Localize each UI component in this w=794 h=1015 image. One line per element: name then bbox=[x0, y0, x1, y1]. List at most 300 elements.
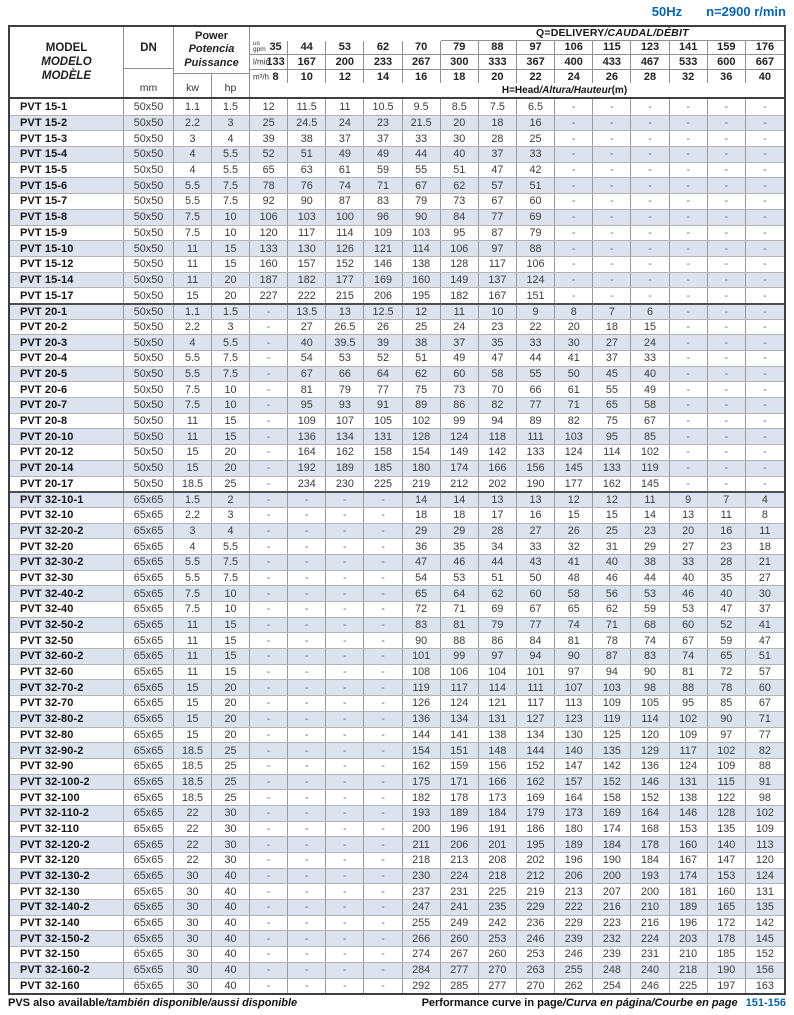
head-value-cell: 292 bbox=[403, 979, 441, 994]
unit-label: m³/h bbox=[253, 72, 269, 82]
head-value-cell: 47 bbox=[479, 163, 517, 178]
head-value-cell: 219 bbox=[403, 477, 441, 492]
head-value-cell: 141 bbox=[441, 728, 479, 743]
head-value-cell: - bbox=[326, 728, 364, 743]
head-value-cell: 18 bbox=[758, 540, 771, 553]
dn-cell: 65x65 bbox=[124, 806, 174, 821]
head-value-cell: 157 bbox=[555, 775, 593, 790]
kw-cell: 3 bbox=[174, 131, 212, 146]
head-value-cell: 64 bbox=[364, 367, 402, 382]
head-value-cell: - bbox=[631, 131, 669, 146]
q-value-cell: 400 bbox=[555, 55, 593, 69]
hp-cell: 5.5 bbox=[212, 335, 250, 350]
head-value-cell: - bbox=[708, 398, 746, 413]
kw-cell: 4 bbox=[174, 163, 212, 178]
head-value-cell: 70 bbox=[479, 382, 517, 397]
head-value-cell: 134 bbox=[517, 728, 555, 743]
head-value-cell: - bbox=[670, 320, 708, 335]
table-row bbox=[10, 444, 784, 460]
model-name: PVT 15-6 bbox=[10, 178, 124, 193]
head-value-cell: 133 bbox=[517, 445, 555, 460]
kw-cell: 30 bbox=[174, 884, 212, 899]
model-name: PVT 20-14 bbox=[10, 461, 124, 476]
head-value-cell: 20 bbox=[555, 320, 593, 335]
head-value-cell: 88 bbox=[517, 241, 555, 256]
dn-cell: 50x50 bbox=[124, 116, 174, 131]
q-value-cell: 18 bbox=[441, 70, 479, 84]
head-value-cell: 12 bbox=[593, 493, 631, 507]
head-value-cell: - bbox=[763, 148, 767, 161]
head-value-cell: - bbox=[763, 462, 767, 475]
model-name: PVT 32-130-2 bbox=[10, 869, 124, 884]
head-value-cell: 39.5 bbox=[326, 335, 364, 350]
hp-cell: 20 bbox=[212, 445, 250, 460]
head-value-cell: 260 bbox=[441, 931, 479, 946]
head-value-cell: - bbox=[364, 947, 402, 962]
head-value-cell: - bbox=[593, 241, 631, 256]
head-value-cell: 225 bbox=[670, 979, 708, 994]
head-value-cell: - bbox=[288, 571, 326, 586]
head-value-cell: - bbox=[326, 869, 364, 884]
head-value-cell: 109 bbox=[708, 759, 746, 774]
head-value-cell: - bbox=[288, 743, 326, 758]
table-row bbox=[10, 366, 784, 382]
head-value-cell: - bbox=[250, 900, 288, 915]
dn-cell: 50x50 bbox=[124, 257, 174, 272]
hp-cell: 40 bbox=[212, 900, 250, 915]
head-value-cell: 131 bbox=[479, 712, 517, 727]
head-value-cell: - bbox=[670, 210, 708, 225]
head-value-cell: 52 bbox=[250, 147, 288, 162]
head-value-cell: - bbox=[364, 524, 402, 539]
page-reference: 151-156 bbox=[745, 997, 786, 1009]
q-value-cell: 53 bbox=[326, 41, 364, 55]
head-value-cell: 185 bbox=[708, 947, 746, 962]
head-value-cell: 28 bbox=[479, 524, 517, 539]
head-value-cell: 90 bbox=[288, 194, 326, 209]
head-value-cell: 16 bbox=[708, 524, 746, 539]
head-value-cell: 200 bbox=[403, 822, 441, 837]
head-value-cell: 94 bbox=[517, 649, 555, 664]
head-value-cell: 65 bbox=[403, 586, 441, 601]
dn-cell: 50x50 bbox=[124, 305, 174, 319]
table-row bbox=[10, 381, 784, 397]
q-value-cell: 600 bbox=[708, 55, 746, 69]
head-value-cell: 103 bbox=[555, 429, 593, 444]
kw-cell: 15 bbox=[174, 696, 212, 711]
head-value-cell: 216 bbox=[593, 900, 631, 915]
head-value-cell: 166 bbox=[479, 461, 517, 476]
head-value-cell: - bbox=[364, 900, 402, 915]
head-value-cell: 60 bbox=[441, 367, 479, 382]
head-value-cell: 28 bbox=[479, 131, 517, 146]
head-value-cell: 160 bbox=[670, 837, 708, 852]
head-value-cell: 240 bbox=[631, 963, 669, 978]
head-value-cell: 51 bbox=[517, 178, 555, 193]
head-value-cell: - bbox=[326, 696, 364, 711]
head-value-cell: - bbox=[250, 822, 288, 837]
head-value-cell: 133 bbox=[250, 241, 288, 256]
head-value-cell: - bbox=[250, 414, 288, 429]
head-value-cell: - bbox=[326, 979, 364, 994]
head-value-cell: - bbox=[670, 461, 708, 476]
head-value-cell: - bbox=[326, 916, 364, 931]
kw-cell: 15 bbox=[174, 712, 212, 727]
head-value-cell: 47 bbox=[479, 351, 517, 366]
head-value-cell: 125 bbox=[593, 728, 631, 743]
q-value-cell: 123 bbox=[631, 41, 669, 55]
hp-cell: 20 bbox=[212, 288, 250, 303]
table-row bbox=[10, 946, 784, 962]
head-value-cell: 72 bbox=[708, 665, 746, 680]
head-value-cell: - bbox=[288, 555, 326, 570]
head-value-cell: 103 bbox=[288, 210, 326, 225]
head-value-cell: 51 bbox=[479, 571, 517, 586]
head-value-cell: 223 bbox=[593, 916, 631, 931]
head-value-cell: 20 bbox=[441, 116, 479, 131]
head-value-cell: 39 bbox=[364, 335, 402, 350]
dn-cell: 50x50 bbox=[124, 477, 174, 492]
head-value-cell: 190 bbox=[517, 477, 555, 492]
head-value-cell: - bbox=[670, 99, 708, 115]
head-value-cell: - bbox=[364, 806, 402, 821]
dn-cell: 50x50 bbox=[124, 131, 174, 146]
q-value-cell: 167 bbox=[288, 55, 326, 69]
table-row bbox=[10, 695, 784, 711]
head-value-cell: 154 bbox=[403, 445, 441, 460]
hp-cell: 5.5 bbox=[212, 539, 250, 554]
head-value-cell: - bbox=[631, 257, 669, 272]
head-value-cell: 18 bbox=[593, 320, 631, 335]
model-name: PVT 20-1 bbox=[10, 305, 124, 319]
q-value-cell: 16 bbox=[403, 70, 441, 84]
head-value-cell: - bbox=[593, 116, 631, 131]
head-value-cell: 15 bbox=[593, 508, 631, 523]
head-value-cell: 230 bbox=[403, 869, 441, 884]
hp-cell: 7.5 bbox=[212, 194, 250, 209]
q-value-cell: 88 bbox=[479, 41, 517, 55]
head-value-cell: 193 bbox=[631, 869, 669, 884]
model-name: PVT 32-60-2 bbox=[10, 649, 124, 664]
q-value-cell: 22 bbox=[517, 70, 555, 84]
head-value-cell: 26 bbox=[555, 524, 593, 539]
head-value-cell: 33 bbox=[517, 539, 555, 554]
head-value-cell: - bbox=[708, 429, 746, 444]
head-value-cell: - bbox=[250, 477, 288, 492]
head-value-cell: 111 bbox=[517, 680, 555, 695]
model-name: PVT 15-9 bbox=[10, 226, 124, 241]
head-value-cell: - bbox=[288, 837, 326, 852]
head-value-cell: 90 bbox=[708, 712, 746, 727]
head-value-cell: 284 bbox=[403, 963, 441, 978]
head-value-cell: - bbox=[250, 571, 288, 586]
q-value-cell: 14 bbox=[364, 70, 402, 84]
head-value-cell: 145 bbox=[555, 461, 593, 476]
head-value-cell: - bbox=[763, 164, 767, 177]
q-value-cell: 70 bbox=[403, 41, 441, 55]
head-value-cell: - bbox=[250, 963, 288, 978]
head-value-cell: 77 bbox=[517, 618, 555, 633]
kw-cell: 15 bbox=[174, 680, 212, 695]
table-row bbox=[10, 868, 784, 884]
head-value-cell: 14 bbox=[631, 508, 669, 523]
head-value-cell: - bbox=[326, 649, 364, 664]
head-value-cell: 72 bbox=[403, 602, 441, 617]
head-value-cell: - bbox=[326, 806, 364, 821]
head-value-cell: - bbox=[250, 335, 288, 350]
head-value-cell: - bbox=[670, 305, 708, 319]
head-value-cell: - bbox=[250, 351, 288, 366]
head-value-cell: 51 bbox=[441, 163, 479, 178]
head-value-cell: 60 bbox=[517, 194, 555, 209]
head-value-cell: 11 bbox=[708, 508, 746, 523]
head-value-cell: 184 bbox=[631, 853, 669, 868]
head-value-cell: 43 bbox=[517, 555, 555, 570]
head-value-cell: 135 bbox=[755, 901, 774, 914]
head-value-cell: 197 bbox=[708, 979, 746, 994]
hp-cell: 3 bbox=[212, 508, 250, 523]
head-value-cell: 71 bbox=[555, 398, 593, 413]
head-value-cell: 65 bbox=[708, 649, 746, 664]
head-value-cell: - bbox=[250, 680, 288, 695]
q-value-cell: 141 bbox=[670, 41, 708, 55]
dn-cell: 65x65 bbox=[124, 837, 174, 852]
table-row bbox=[10, 256, 784, 272]
head-value-cell: 201 bbox=[479, 837, 517, 852]
table-row bbox=[10, 930, 784, 946]
head-value-cell: - bbox=[326, 884, 364, 899]
kw-cell: 1.5 bbox=[174, 493, 212, 507]
head-value-cell: 79 bbox=[326, 382, 364, 397]
kw-cell: 7.5 bbox=[174, 382, 212, 397]
head-value-cell: 9.5 bbox=[403, 99, 441, 115]
hp-cell: 7.5 bbox=[212, 571, 250, 586]
head-value-cell: 178 bbox=[441, 790, 479, 805]
head-value-cell: 29 bbox=[403, 524, 441, 539]
head-value-cell: - bbox=[708, 131, 746, 146]
head-value-cell: - bbox=[326, 524, 364, 539]
hp-cell: 15 bbox=[212, 429, 250, 444]
head-value-cell: - bbox=[670, 131, 708, 146]
model-name: PVT 20-12 bbox=[10, 445, 124, 460]
head-value-cell: - bbox=[326, 680, 364, 695]
head-value-cell: - bbox=[288, 508, 326, 523]
left-header-block bbox=[10, 27, 250, 97]
head-value-cell: 77 bbox=[758, 728, 771, 741]
head-value-cell: 8 bbox=[761, 509, 768, 522]
head-value-cell: - bbox=[708, 288, 746, 303]
table-row bbox=[10, 319, 784, 335]
head-value-cell: 45 bbox=[593, 367, 631, 382]
head-value-cell: 50 bbox=[555, 367, 593, 382]
kw-cell: 30 bbox=[174, 931, 212, 946]
head-value-cell: 156 bbox=[517, 461, 555, 476]
head-value-cell: 41 bbox=[555, 351, 593, 366]
head-value-cell: - bbox=[250, 947, 288, 962]
head-value-cell: 200 bbox=[593, 869, 631, 884]
head-value-cell: 14 bbox=[403, 493, 441, 507]
head-value-cell: - bbox=[555, 178, 593, 193]
head-value-cell: 167 bbox=[479, 288, 517, 303]
head-value-cell: 79 bbox=[403, 194, 441, 209]
head-value-cell: 119 bbox=[631, 461, 669, 476]
q-value-cell: 20 bbox=[479, 70, 517, 84]
head-value-cell: - bbox=[555, 210, 593, 225]
dn-cell: 65x65 bbox=[124, 680, 174, 695]
kw-cell: 5.5 bbox=[174, 555, 212, 570]
table-body bbox=[10, 99, 784, 993]
head-value-cell: 186 bbox=[517, 822, 555, 837]
head-value-cell: 109 bbox=[755, 822, 774, 835]
head-value-cell: - bbox=[763, 430, 767, 443]
head-value-cell: - bbox=[763, 195, 767, 208]
head-value-cell: - bbox=[326, 618, 364, 633]
head-value-cell: 138 bbox=[403, 257, 441, 272]
model-name: PVT 32-30 bbox=[10, 571, 124, 586]
head-value-cell: 95 bbox=[670, 696, 708, 711]
head-value-cell: - bbox=[555, 241, 593, 256]
table-row bbox=[10, 193, 784, 209]
dn-cell: 50x50 bbox=[124, 99, 174, 115]
head-value-cell: 215 bbox=[326, 288, 364, 303]
head-value-cell: 210 bbox=[631, 900, 669, 915]
head-value-cell: - bbox=[593, 194, 631, 209]
table-row bbox=[10, 632, 784, 648]
head-value-cell: 37 bbox=[441, 335, 479, 350]
head-value-cell: 152 bbox=[593, 775, 631, 790]
head-value-cell: 174 bbox=[593, 822, 631, 837]
head-value-cell: 192 bbox=[288, 461, 326, 476]
head-value-cell: 127 bbox=[517, 712, 555, 727]
q-delivery-title: Q=DELIVERY /CAUDAL/DÉBIT bbox=[441, 27, 784, 41]
model-name: PVT 32-100 bbox=[10, 790, 124, 805]
model-name: PVT 32-140 bbox=[10, 916, 124, 931]
head-value-cell: 78 bbox=[593, 633, 631, 648]
head-value-cell: 106 bbox=[250, 210, 288, 225]
head-value-cell: 89 bbox=[403, 398, 441, 413]
q-value-cell: 28 bbox=[631, 70, 669, 84]
head-value-cell: 227 bbox=[250, 288, 288, 303]
head-value-cell: - bbox=[250, 445, 288, 460]
model-name: PVT 15-14 bbox=[10, 273, 124, 288]
head-value-cell: 196 bbox=[555, 853, 593, 868]
head-value-cell: - bbox=[555, 116, 593, 131]
kw-cell: 1.1 bbox=[174, 99, 212, 115]
kw-cell: 18.5 bbox=[174, 743, 212, 758]
dn-cell: 65x65 bbox=[124, 759, 174, 774]
head-value-cell: 140 bbox=[708, 837, 746, 852]
q-value-cell: 533 bbox=[670, 55, 708, 69]
q-value-cell: 433 bbox=[593, 55, 631, 69]
head-value-cell: 117 bbox=[517, 696, 555, 711]
model-name: PVT 32-120 bbox=[10, 853, 124, 868]
head-value-cell: 218 bbox=[670, 963, 708, 978]
head-value-cell: - bbox=[250, 539, 288, 554]
head-value-cell: - bbox=[288, 963, 326, 978]
dn-cell: 65x65 bbox=[124, 602, 174, 617]
kw-cell: 30 bbox=[174, 916, 212, 931]
head-value-cell: 113 bbox=[555, 696, 593, 711]
head-value-cell: - bbox=[326, 947, 364, 962]
head-value-cell: 152 bbox=[631, 790, 669, 805]
head-value-cell: - bbox=[364, 979, 402, 994]
head-value-cell: 9 bbox=[517, 305, 555, 319]
q-value-cell: 40 bbox=[758, 70, 772, 83]
head-value-cell: - bbox=[250, 837, 288, 852]
hp-cell: 7.5 bbox=[212, 367, 250, 382]
hp-cell: 20 bbox=[212, 273, 250, 288]
head-value-cell: 130 bbox=[288, 241, 326, 256]
head-value-cell: 206 bbox=[441, 837, 479, 852]
head-value-cell: 124 bbox=[441, 429, 479, 444]
head-value-cell: 11 bbox=[631, 493, 669, 507]
hp-label: hp bbox=[224, 82, 237, 94]
model-name: PVT 32-70-2 bbox=[10, 680, 124, 695]
head-title: H=Head /Altura/Hauteur (m) bbox=[501, 84, 628, 96]
head-value-cell: 65 bbox=[250, 163, 288, 178]
head-value-cell: - bbox=[364, 775, 402, 790]
head-value-cell: 108 bbox=[403, 665, 441, 680]
head-value-cell: - bbox=[670, 288, 708, 303]
model-name: PVT 15-1 bbox=[10, 99, 124, 115]
head-value-cell: 164 bbox=[555, 790, 593, 805]
head-value-cell: - bbox=[364, 571, 402, 586]
head-value-cell: 44 bbox=[403, 147, 441, 162]
head-value-cell: - bbox=[670, 429, 708, 444]
head-value-cell: - bbox=[250, 979, 288, 994]
head-value-cell: 191 bbox=[479, 822, 517, 837]
head-value-cell: 18 bbox=[479, 116, 517, 131]
head-value-cell: 79 bbox=[517, 226, 555, 241]
kw-cell: 11 bbox=[174, 414, 212, 429]
kw-cell: 11 bbox=[174, 273, 212, 288]
head-value-cell: - bbox=[364, 884, 402, 899]
hp-cell: 25 bbox=[212, 775, 250, 790]
hp-cell: 20 bbox=[212, 680, 250, 695]
kw-cell: 5.5 bbox=[174, 194, 212, 209]
head-value-cell: 120 bbox=[755, 854, 774, 867]
head-value-cell: - bbox=[250, 916, 288, 931]
table-row bbox=[10, 115, 784, 131]
head-value-cell: 253 bbox=[479, 931, 517, 946]
hp-cell: 5.5 bbox=[212, 147, 250, 162]
head-value-cell: - bbox=[593, 288, 631, 303]
head-value-cell: 58 bbox=[479, 367, 517, 382]
kw-cell: 2.2 bbox=[174, 508, 212, 523]
dn-cell: 50x50 bbox=[124, 335, 174, 350]
head-value-cell: 40 bbox=[593, 555, 631, 570]
head-value-cell: 15 bbox=[555, 508, 593, 523]
head-value-cell: 113 bbox=[756, 838, 774, 851]
q-value-cell: 667 bbox=[755, 55, 775, 68]
head-value-cell: 270 bbox=[479, 963, 517, 978]
model-name: PVT 15-10 bbox=[10, 241, 124, 256]
dn-cell: 65x65 bbox=[124, 633, 174, 648]
head-value-cell: 11 bbox=[759, 524, 771, 537]
head-value-cell: - bbox=[326, 963, 364, 978]
model-name: PVT 20-7 bbox=[10, 398, 124, 413]
head-value-cell: 53 bbox=[326, 351, 364, 366]
table-row bbox=[10, 523, 784, 539]
model-name: PVT 32-80-2 bbox=[10, 712, 124, 727]
head-value-cell: 241 bbox=[441, 900, 479, 915]
head-value-cell: 21 bbox=[758, 556, 771, 569]
table-row bbox=[10, 177, 784, 193]
head-value-cell: 71 bbox=[364, 178, 402, 193]
head-value-cell: 106 bbox=[517, 257, 555, 272]
head-value-cell: 146 bbox=[364, 257, 402, 272]
head-value-cell: - bbox=[670, 273, 708, 288]
